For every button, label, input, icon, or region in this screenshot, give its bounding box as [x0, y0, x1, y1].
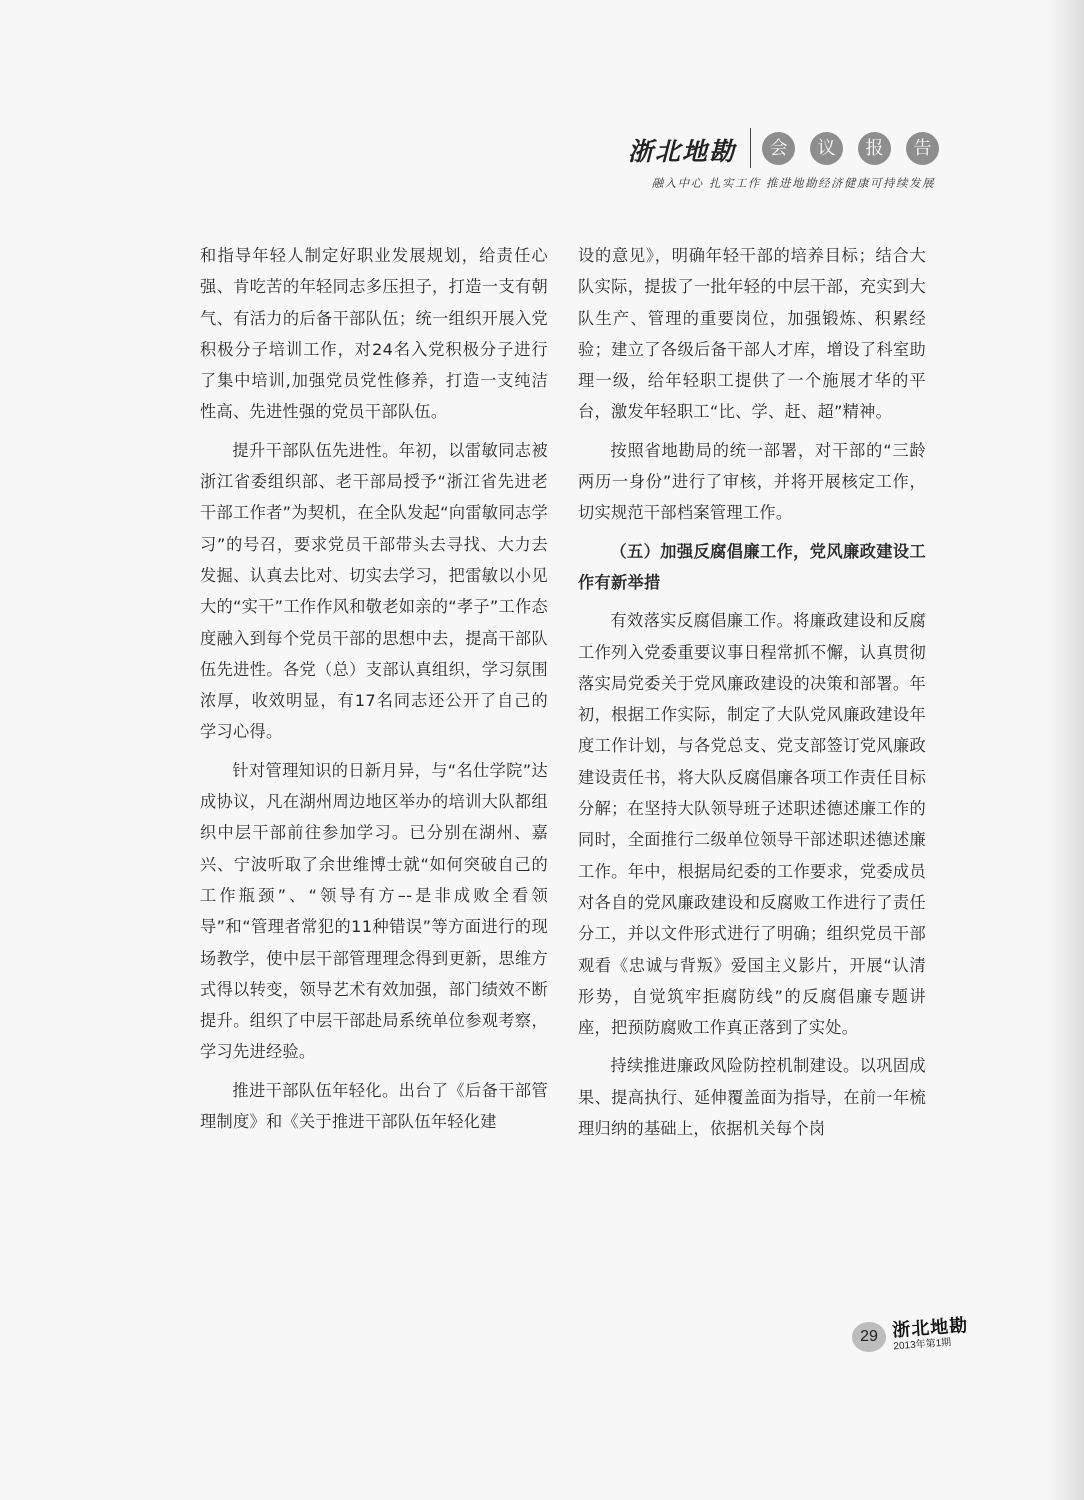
section-heading: （五）加强反腐倡廉工作，党风廉政建设工作有新举措: [578, 541, 926, 592]
header-divider: [750, 128, 751, 168]
body-paragraph: 设的意见》，明确年轻干部的培养目标；结合大队实际，提拔了一批年轻的中层干部，充实到大队生产、管理的重要岗位，加强锻炼、积累经验；建立了各级后备干部人才库，增设了科室助理一级，给年轻职工提供了一个施展才华的平台，激发年轻职工“比、学、赶、超”精神。: [578, 246, 926, 422]
header-tagline: 融入中心 扎实工作 推进地勘经济健康可持续发展: [651, 176, 935, 190]
body-paragraph: 针对管理知识的日新月异，与“名仕学院”达成协议，凡在湖州周边地区举办的培训大队都组织中层干部前往参加学习。已分别在湖州、嘉兴、宁波听取了余世维博士就“如何突破自己的工作瓶颈”、“领导有方–-是非成败全看领导”和“管理者常犯的11种错误”等方面进行的现场教学，使中层干部管理理念得到更新，思维方式得以转变，领导艺术有效加强，部门绩效不断提升。组织了中层干部赴局系统单位参观考察，学习先进经验。: [200, 760, 548, 1062]
section-char-4: 告: [906, 132, 939, 165]
page-header: [620, 128, 950, 198]
body-paragraph: 持续推进廉政风险防控机制建设。以巩固成果、提高执行、延伸覆盖面为指导，在前一年梳理归纳的基础上，依据机关每个岗: [578, 1056, 926, 1139]
footer-issue-label: 2013年第1期: [893, 1337, 952, 1353]
section-char-2: 议: [810, 132, 843, 165]
page-edge-shadow: [1046, 0, 1084, 1500]
section-char-3: 报: [858, 132, 891, 165]
body-paragraph: 按照省地勘局的统一部署，对干部的“三龄两历一身份”进行了审核，并将开展核定工作，切实规范干部档案管理工作。: [578, 440, 926, 523]
masthead-title: 浙北地勘: [628, 137, 737, 166]
body-paragraph: 有效落实反腐倡廉工作。将廉政建设和反腐工作列入党委重要议事日程常抓不懈，认真贯彻落实局党委关于党风廉政建设的决策和部署。年初，根据工作实际，制定了大队党风廉政建设年度工作计划，与各党总支、党支部签订党风廉政建设责任书，将大队反腐倡廉各项工作责任目标分解；在坚持大队领导班子述职述德述廉工作的同时，全面推行二级单位领导干部述职述德述廉工作。年中，根据局纪委的工作要求，党委成员对各自的党风廉政建设和反腐败工作进行了责任分工，并以文件形式进行了明确；组织党员干部观看《忠诚与背叛》爱国主义影片，开展“认清形势，自觉筑牢拒腐防线”的反腐倡廉专题讲座，把预防腐败工作真正落到了实处。: [578, 611, 926, 1038]
body-paragraph: 和指导年轻人制定好职业发展规划，给责任心强、肯吃苦的年轻同志多压担子，打造一支有朝气、有活力的后备干部队伍；统一组织开展入党积极分子培训工作，对24名入党积极分子进行了集中培训,加强党员党性修养，打造一支纯洁性高、先进性强的党员干部队伍。: [200, 246, 548, 422]
page-number: 29: [852, 1322, 886, 1352]
body-paragraph: 推进干部队伍年轻化。出台了《后备干部管理制度》和《关于推进干部队伍年轻化建: [200, 1080, 548, 1132]
body-paragraph: 提升干部队伍先进性。年初，以雷敏同志被浙江省委组织部、老干部局授予“浙江省先进老干部工作者”为契机，在全队发起“向雷敏同志学习”的号召，要求党员干部带头去寻找、大力去发掘、认真去比对、切实去学习，把雷敏以小见大的“实干”工作作风和敬老如亲的“孝子”工作态度融入到每个党员干部的思想中去，提高干部队伍先进性。各党（总）支部认真组织，学习氛围浓厚，收效明显，有17名同志还公开了自己的学习心得。: [200, 440, 549, 742]
right-text-column: [578, 240, 926, 1151]
footer-logo: [892, 1315, 991, 1362]
footer-logo-name: 浙北地勘: [891, 1315, 969, 1342]
left-text-column: [200, 240, 548, 1144]
section-char-1: 会: [762, 132, 795, 165]
